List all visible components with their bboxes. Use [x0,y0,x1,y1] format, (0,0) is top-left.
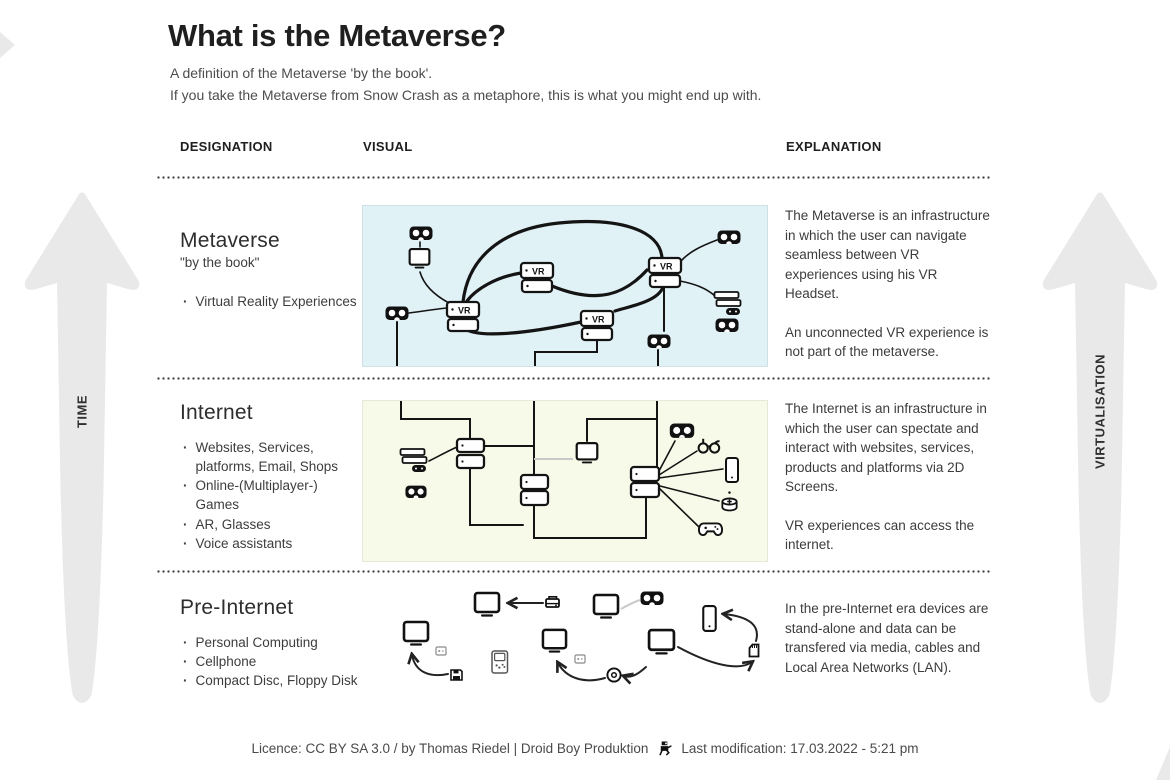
explanation-paragraph: An unconnected VR experience is not part of the metaverse. [785,324,989,360]
page-subtitle [170,63,761,106]
monitor-icon [404,622,428,646]
vr-server-node [521,263,553,292]
sd-card-icon [750,645,759,657]
server-stack [631,467,659,497]
time-axis-arrow [24,188,140,710]
subtitle-line-1: A definition of the Metaverse 'by the book'. [170,65,433,81]
vr-headset-icon [718,231,741,245]
monitor-icon [594,595,618,619]
server-stack [457,439,484,468]
gamepad-icon [699,523,722,535]
smartphone-icon [703,606,715,631]
bullet-list [180,633,358,690]
internet-visual [362,400,768,562]
virtualisation-axis-label: VIRTUALISATION [1092,353,1108,470]
game-console-icon [401,449,427,472]
bullet-item: · AR, Glasses [180,515,358,534]
bullet-list [180,438,358,553]
pre-internet-illustration [388,583,776,718]
robot-icon [657,740,672,756]
monitor-icon [475,593,499,617]
vr-label: VR [592,314,605,325]
bullet-item: · Online-(Multiplayer-) Games [180,476,358,514]
explanation-paragraph: The Internet is an infrastructure in which the user can spectate and interact with websites, services, products and platforms via 2D Screens. [785,401,987,495]
monitor-icon [577,443,598,463]
row-heading: Metaverse [180,229,280,252]
vr-headset-icon [641,592,664,606]
pre-internet-visual [388,583,776,718]
smart-speaker-icon [722,491,736,510]
subtitle-line-2: If you take the Metaverse from Snow Crash as a metaphore, this is what you might end up with. [170,86,762,103]
corner-wedge-top-left [0,32,15,58]
vr-label: VR [660,261,673,272]
explanation-paragraph: In the pre-Internet era devices are stand-alone and data can be transfered via media, cables and Local Area Networks (LAN). [785,601,989,675]
designation-metaverse [180,229,358,311]
vr-headset-icon [670,424,694,438]
monitor-icon [410,249,430,268]
metaverse-visual [362,205,768,367]
smartphone-icon [726,458,738,482]
bullet-item: · Voice assistants [180,534,358,553]
vr-server-node [447,302,479,331]
footer-modification-text: Last modification: 17.03.2022 - 5:21 pm [681,740,919,756]
server-stack [521,475,548,505]
footer [0,740,1170,756]
explanation-pre-internet [785,599,992,696]
monitor-icon [543,630,566,653]
floppy-disk-icon [451,670,462,680]
footer-licence-text: Licence: CC BY SA 3.0 / by Thomas Riedel | Droid Boy Produktion [251,740,649,756]
vr-headset-icon [716,319,739,333]
row-heading: Pre-Internet [180,596,294,619]
column-header-explanation: EXPLANATION [786,139,882,154]
metaverse-network-illustration [363,206,767,366]
page-title: What is the Metaverse? [168,18,506,53]
vr-label: VR [532,266,545,277]
ar-glasses-icon [699,439,720,453]
vr-headset-icon [648,335,671,349]
time-axis-label: TIME [74,394,90,429]
vr-headset-icon [410,227,433,241]
virtualisation-axis-arrow [1042,188,1158,710]
chip-icon [436,647,446,655]
bullet-item: · Cellphone [180,652,358,671]
internet-network-illustration [363,401,767,561]
vr-label: VR [458,305,471,316]
hard-drive-icon [546,597,559,607]
row-heading: Internet [180,401,253,424]
game-console-icon [715,292,741,315]
explanation-paragraph: The Metaverse is an infrastructure in which the user can navigate seamless between VR experiences using his VR Headset. [785,208,990,302]
dotted-separator [156,176,991,179]
column-header-visual: VISUAL [363,139,413,154]
explanation-internet [785,399,992,574]
row-subheading: "by the book" [180,255,260,270]
column-header-designation: DESIGNATION [180,139,273,154]
explanation-metaverse [785,206,992,381]
bullet-list [180,292,358,311]
bullet-item: · Personal Computing [180,633,358,652]
vr-server-node [649,258,681,287]
bullet-item: · Websites, Services, platforms, Email, Shops [180,438,358,476]
monitor-icon [649,630,674,654]
vr-server-node [581,311,613,340]
bullet-item: · Virtual Reality Experiences [180,292,358,311]
explanation-paragraph: VR experiences can access the internet. [785,517,975,553]
cd-icon [607,668,620,681]
designation-internet [180,401,358,553]
vr-headset-icon [405,486,426,498]
chip-icon [575,655,585,663]
vr-headset-icon [386,307,409,321]
handheld-console-icon [492,651,508,673]
designation-pre-internet [180,596,358,690]
bullet-item: · Compact Disc, Floppy Disk [180,671,358,690]
